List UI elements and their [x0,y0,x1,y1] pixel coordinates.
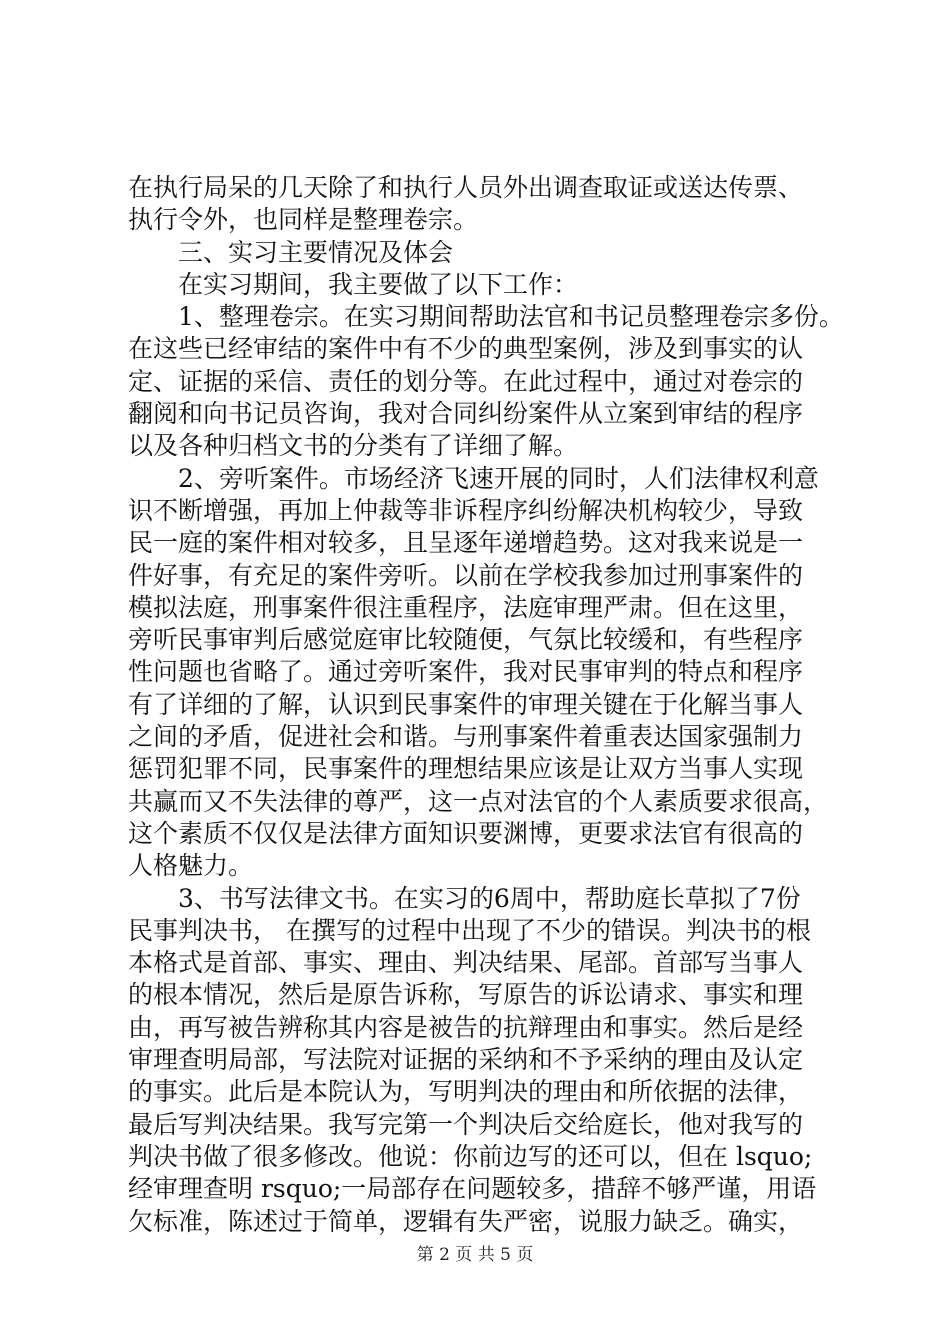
text-line: 最后写判决结果。我写完第一个判决后交给庭长，他对我写的 [128,1109,804,1139]
text-line: 判决书做了很多修改。他说：你前边写的还可以，但在 lsquo; [128,1141,813,1171]
text-line: 识不断增强，再加上仲裁等非诉程序纠纷解决机构较少，导致 [128,495,804,525]
text-line: 性问题也省略了。通过旁听案件，我对民事审判的特点和程序 [128,657,804,687]
text-line: 有了详细的了解，认识到民事案件的审理关键在于化解当事人 [128,689,804,719]
text-line: 民事判决书， 在撰写的过程中出现了不少的错误。判决书的根 [128,915,811,945]
text-line: 件好事，有充足的案件旁听。以前在学校我参加过刑事案件的 [128,560,804,590]
text-line: 模拟法庭，刑事案件很注重程序，法庭审理严肃。但在这里， [128,592,804,622]
text-line: 旁听民事审判后感觉庭审比较随便，气氛比较缓和，有些程序 [128,625,804,655]
text-line: 惩罚犯罪不同，民事案件的理想结果应该是让双方当事人实现 [128,754,804,784]
text-line: 人格魅力。 [128,851,254,881]
text-line: 民一庭的案件相对较多，且呈逐年递增趋势。这对我来说是一 [128,528,804,558]
text-line: 1、整理卷宗。在实习期间帮助法官和书记员整理卷宗多份。 [178,302,844,332]
text-line: 的事实。此后是本院认为，写明判决的理由和所依据的法律， [128,1077,804,1107]
text-line: 3、书写法律文书。在实习的6周中，帮助庭长草拟了7份 [178,883,801,913]
text-line: 三、实习主要情况及体会 [178,237,454,267]
text-line: 执行令外，也同样是整理卷宗。 [128,205,479,235]
text-line: 的根本情况，然后是原告诉称，写原告的诉讼请求、事实和理 [128,980,804,1010]
text-line: 经审理查明 rsquo;一局部存在问题较多，措辞不够严谨，用语 [128,1174,817,1204]
text-line: 在实习期间，我主要做了以下工作： [178,269,579,299]
text-line: 以及各种归档文书的分类有了详细了解。 [128,431,579,461]
text-line: 这个素质不仅仅是法律方面知识要渊博，更要求法官有很高的 [128,818,804,848]
text-line: 审理查明局部，写法院对证据的采纳和不予采纳的理由及认定 [128,1045,804,1075]
text-line: 共赢而又不失法律的尊严，这一点对法官的个人素质要求很高， [128,786,829,816]
text-line: 翻阅和向书记员咨询，我对合同纠纷案件从立案到审结的程序 [128,399,804,429]
text-line: 2、旁听案件。市场经济飞速开展的同时，人们法律权利意 [178,463,819,493]
document-body [128,172,848,1238]
text-line: 在执行局呆的几天除了和执行人员外出调查取证或送达传票、 [128,173,804,202]
text-line: 本格式是首部、事实、理由、判决结果、尾部。首部写当事人 [128,948,804,978]
text-line: 定、证据的采信、责任的划分等。在此过程中，通过对卷宗的 [128,366,804,396]
text-line: 由，再写被告辨称其内容是被告的抗辩理由和事实。然后是经 [128,1012,804,1042]
text-line: 在这些已经审结的案件中有不少的典型案例，涉及到事实的认 [128,334,804,364]
text-line: 欠标准，陈述过于简单，逻辑有失严密，说服力缺乏。确实， [128,1206,804,1236]
text-line: 之间的矛盾，促进社会和谐。与刑事案件着重表达国家强制力 [128,722,804,752]
page-footer: 第 2 页 共 5 页 [416,1245,534,1265]
